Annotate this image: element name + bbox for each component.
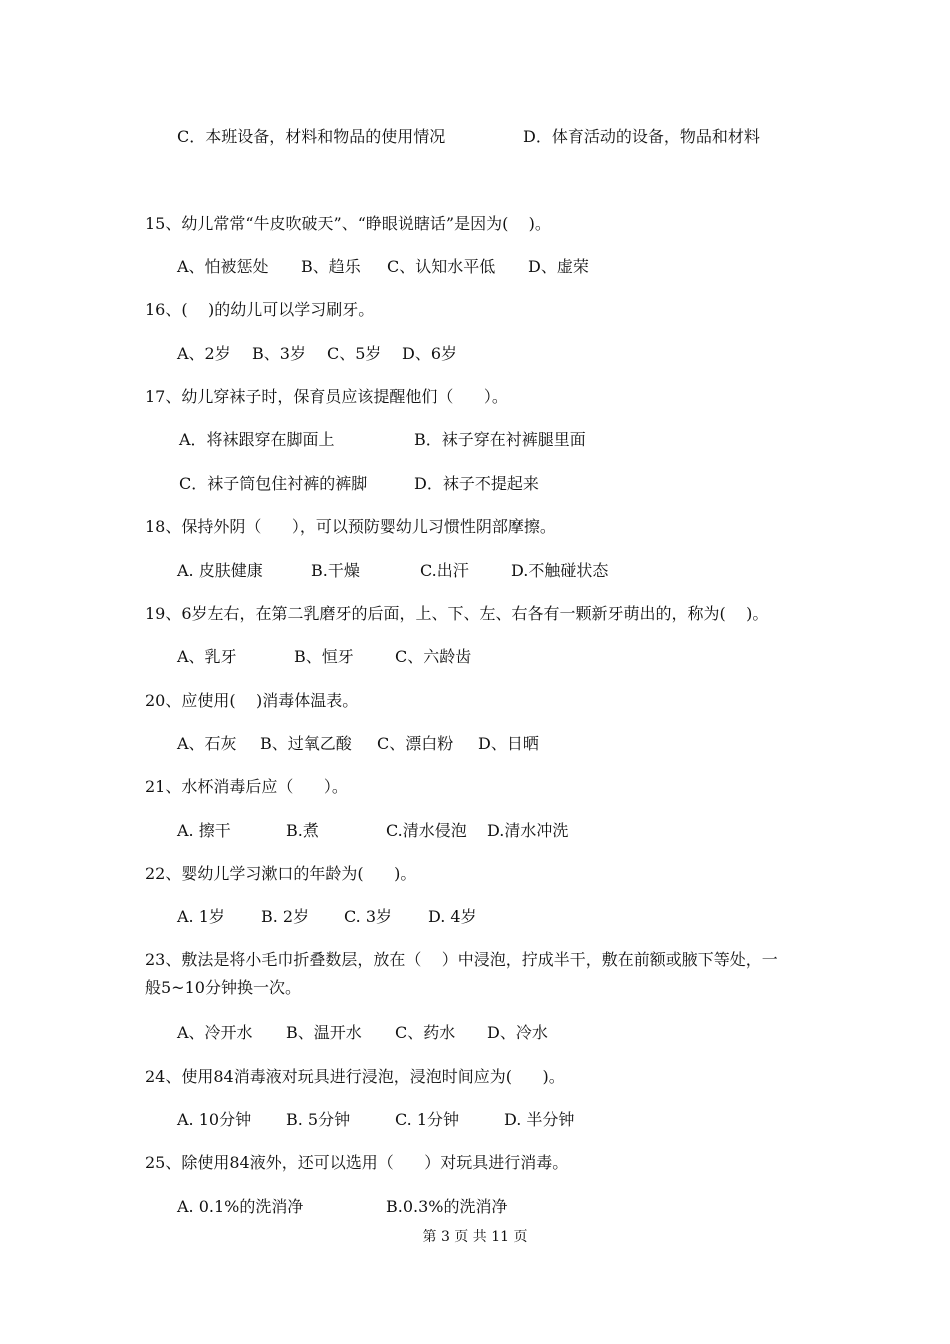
answer-option: C．袜子筒包住衬裤的裤脚 [179,474,368,493]
page-footer: 第 3 页 共 11 页 [422,1229,528,1245]
answer-option: C、六龄齿 [395,647,472,666]
answer-option: A. 10分钟 [177,1110,252,1129]
answer-option: D．体育活动的设备，物品和材料 [523,127,760,146]
answer-option: A、冷开水 [177,1023,253,1042]
question-text: 24、使用84消毒液对玩具进行浸泡，浸泡时间应为( )。 [145,1067,565,1086]
answer-option: B.煮 [286,821,319,840]
question-text: 18、保持外阴（ ），可以预防婴幼儿习惯性阴部摩擦。 [145,517,556,536]
answer-option: A、怕被惩处 [177,257,269,276]
answer-option: C.出汗 [420,561,469,580]
answer-option: B．袜子穿在衬裤腿里面 [414,430,586,449]
answer-option: D. 半分钟 [504,1110,575,1129]
answer-option: C. 1分钟 [395,1110,460,1129]
answer-option: C、药水 [395,1023,456,1042]
answer-option: B、恒牙 [294,647,354,666]
question-text: 21、水杯消毒后应（ ）。 [145,777,348,796]
answer-option: C.清水侵泡 [386,821,467,840]
answer-option: B. 5分钟 [286,1110,351,1129]
answer-option: D、日晒 [478,734,539,753]
answer-option: B、温开水 [286,1023,362,1042]
answer-option: D. 4岁 [428,907,477,926]
question-text: 16、( )的幼儿可以学习刷牙。 [145,300,375,319]
answer-option: A、2岁 [177,344,231,363]
answer-option: B、过氧乙酸 [260,734,352,753]
answer-option: D、6岁 [402,344,458,363]
answer-option: C. 3岁 [344,907,393,926]
question-text: 22、婴幼儿学习漱口的年龄为( )。 [145,864,417,883]
answer-option: B. 2岁 [261,907,310,926]
answer-option: C、漂白粉 [377,734,454,753]
answer-option: A、乳牙 [177,647,237,666]
answer-option: D、虚荣 [528,257,589,276]
question-text: 25、除使用84液外，还可以选用（ ）对玩具进行消毒。 [145,1153,569,1172]
question-text: 23、敷法是将小毛巾折叠数层，放在（ ）中浸泡，拧成半干，敷在前额或腋下等处，一 [145,950,778,969]
answer-option: B.干燥 [311,561,360,580]
question-text: 19、6岁左右，在第二乳磨牙的后面，上、下、左、右各有一颗新牙萌出的，称为( )。 [145,604,769,623]
question-text: 17、幼儿穿袜子时，保育员应该提醒他们（ ）。 [145,387,508,406]
question-text: 20、应使用( )消毒体温表。 [145,691,359,710]
answer-option: D．袜子不提起来 [414,474,539,493]
answer-option: C、5岁 [327,344,382,363]
answer-option: A、石灰 [177,734,237,753]
answer-option: C、认知水平低 [387,257,496,276]
answer-option: C．本班设备，材料和物品的使用情况 [177,127,446,146]
answer-option: D.不触碰状态 [511,561,609,580]
answer-option: A. 皮肤健康 [177,561,263,580]
answer-option: A. 擦干 [177,821,231,840]
answer-option: B.0.3%的洗消净 [386,1197,508,1216]
answer-option: A．将袜跟穿在脚面上 [179,430,335,449]
question-text: 般5~10分钟换一次。 [145,978,301,997]
answer-option: B、趋乐 [301,257,361,276]
answer-option: B、3岁 [252,344,306,363]
answer-option: A. 1岁 [177,907,225,926]
answer-option: A. 0.1%的洗消净 [177,1197,304,1216]
answer-option: D、冷水 [487,1023,548,1042]
answer-option: D.清水冲洗 [487,821,569,840]
question-text: 15、幼儿常常“牛皮吹破天”、“睁眼说瞎话”是因为( )。 [145,214,551,233]
